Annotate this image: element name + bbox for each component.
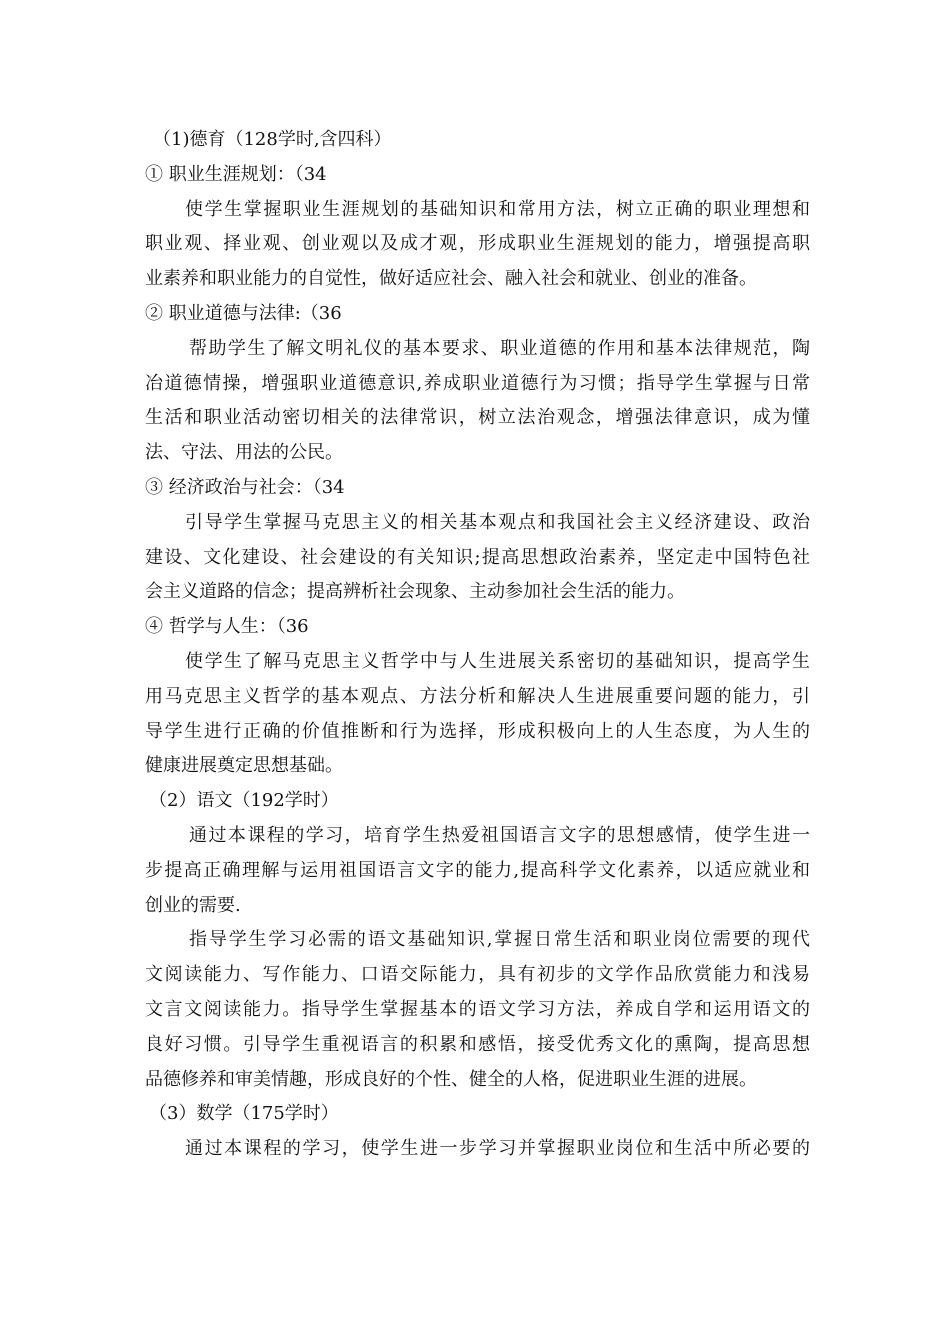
section-heading: （1)德育（128学时,含四科） <box>153 129 392 150</box>
section-heading: （3）数学（175学时） <box>149 1103 339 1125</box>
paragraph-line: 文言文阅读能力。指导学生掌握基本的语文学习方法，养成自学和运用语文的 <box>145 998 810 1020</box>
paragraph-line: 通过本课程的学习，培育学生热爱祖国语言文字的思想感情，使学生进一 <box>189 824 810 846</box>
paragraph-line: 品德修养和审美情趣，形成良好的个性、健全的人格，促进职业生涯的进展。 <box>145 1068 757 1090</box>
paragraph-line: 用马克思主义哲学的基本观点、方法分析和解决人生进展重要问题的能力，引 <box>145 685 810 707</box>
paragraph-line: 文阅读能力、写作能力、口语交际能力，具有初步的文学作品欣赏能力和浅易 <box>145 964 810 986</box>
section-heading: ④ 哲学与人生：（36 <box>145 616 309 638</box>
section-heading: ① 职业生涯规划：（34 <box>145 163 327 185</box>
paragraph-line: 使学生了解马克思主义哲学中与人生进展关系密切的基础知识，提高学生 <box>185 650 810 672</box>
paragraph-line: 会主义道路的信念；提高辨析社会现象、主动参加社会生活的能力。 <box>145 581 685 603</box>
paragraph-line: 引导学生掌握马克思主义的相关基本观点和我国社会主义经济建设、政治 <box>185 511 810 533</box>
paragraph-line: 创业的需要. <box>145 894 241 916</box>
paragraph-line: 导学生进行正确的价值推断和行为选择，形成积极向上的人生态度，为人生的 <box>145 720 810 742</box>
paragraph-line: 生活和职业活动密切相关的法律常识，树立法治观念，增强法律意识，成为懂 <box>145 407 810 429</box>
paragraph-line: 法、守法、用法的公民。 <box>145 442 343 464</box>
section-heading: （2）语文（192学时） <box>149 790 339 812</box>
paragraph-line: 指导学生学习必需的语文基础知识,掌握日常生活和职业岗位需要的现代 <box>189 929 810 951</box>
paragraph-line: 良好习惯。引导学生重视语言的积累和感悟，接受优秀文化的熏陶，提高思想 <box>145 1033 810 1055</box>
paragraph-line: 使学生掌握职业生涯规划的基础知识和常用方法，树立正确的职业理想和 <box>185 198 810 220</box>
paragraph-line: 业素养和职业能力的自觉性，做好适应社会、融入社会和就业、创业的准备。 <box>145 268 757 290</box>
section-heading: ③ 经济政治与社会：（34 <box>145 476 345 498</box>
section-heading: ② 职业道德与法律:（36 <box>145 302 342 324</box>
paragraph-line: 通过本课程的学习，使学生进一步学习并掌握职业岗位和生活中所必要的 <box>185 1138 810 1160</box>
document-body <box>145 123 810 1167</box>
paragraph-line: 建设、文化建设、社会建设的有关知识;提高思想政治素养，坚定走中国特色社 <box>145 546 810 568</box>
paragraph-line: 帮助学生了解文明礼仪的基本要求、职业道德的作用和基本法律规范，陶 <box>189 337 810 359</box>
paragraph-line: 冶道德情操，增强职业道德意识,养成职业道德行为习惯；指导学生掌握与日常 <box>145 372 810 394</box>
paragraph-line: 健康进展奠定思想基础。 <box>145 755 343 777</box>
paragraph-line: 步提高正确理解与运用祖国语言文字的能力,提高科学文化素养，以适应就业和 <box>145 859 810 881</box>
paragraph-line: 职业观、择业观、创业观以及成才观，形成职业生涯规划的能力，增强提高职 <box>145 233 810 255</box>
